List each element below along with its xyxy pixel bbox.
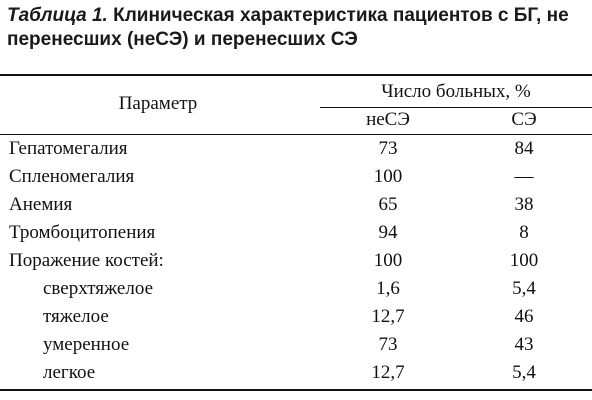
row-value-se: 46: [514, 306, 534, 327]
row-value-nese: 12,7: [371, 362, 405, 383]
table-row: [0, 191, 592, 219]
row-value-se: 5,4: [512, 362, 536, 383]
top-rule: [0, 74, 592, 76]
row-value-se: 43: [514, 334, 534, 355]
row-value-se: 8: [519, 222, 529, 243]
row-parameter: Тромбоцитопения: [9, 222, 156, 243]
table-row: [0, 275, 592, 303]
caption-text: Клиническая характеристика пациентов с БГ, не перенесших (неСЭ) и перенесших СЭ: [7, 5, 569, 50]
row-value-nese: 73: [378, 138, 398, 159]
row-parameter: тяжелое: [43, 306, 109, 327]
table-row: [0, 163, 592, 191]
table-row: [0, 331, 592, 359]
row-value-se: 38: [514, 194, 534, 215]
table-row: [0, 303, 592, 331]
header-col-nese: неСЭ: [366, 109, 410, 130]
row-value-nese: 73: [378, 334, 398, 355]
row-value-nese: 12,7: [371, 306, 405, 327]
row-parameter: легкое: [43, 362, 96, 383]
row-parameter: Спленомегалия: [9, 166, 135, 187]
row-parameter: Анемия: [9, 194, 73, 215]
row-value-nese: 100: [373, 166, 403, 187]
row-value-se: —: [514, 166, 534, 187]
row-value-nese: 1,6: [376, 278, 400, 299]
table-row: [0, 359, 592, 387]
row-value-nese: 65: [378, 194, 398, 215]
table-row: [0, 247, 592, 275]
row-parameter: сверхтяжелое: [43, 278, 154, 299]
header-col-se: СЭ: [511, 109, 537, 130]
row-parameter: умеренное: [43, 334, 130, 355]
table-row: [0, 135, 592, 163]
row-value-se: 100: [509, 250, 539, 271]
row-value-se: 84: [514, 138, 534, 159]
row-value-nese: 94: [378, 222, 398, 243]
table-caption: [7, 4, 587, 52]
row-value-nese: 100: [373, 250, 403, 271]
row-parameter: Поражение костей:: [9, 250, 164, 271]
bottom-rule: [0, 389, 592, 391]
header-parameter: Параметр: [118, 93, 198, 114]
header-patient-count: Число больных, %: [381, 81, 531, 102]
table-row: [0, 219, 592, 247]
row-value-se: 5,4: [512, 278, 536, 299]
row-parameter: Гепатомегалия: [9, 138, 128, 159]
caption-label: Таблица 1.: [7, 5, 108, 26]
